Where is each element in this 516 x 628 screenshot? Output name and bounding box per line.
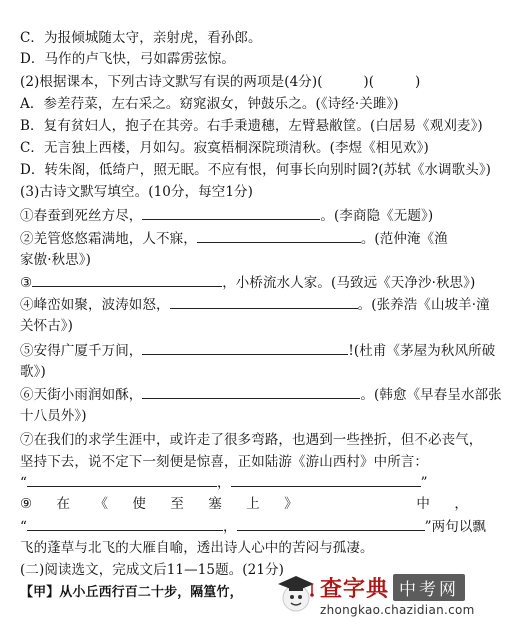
fill-item-5-blank[interactable] <box>142 340 348 355</box>
option-c-line: C．为报倾城随太守，亲射虎，看孙郎。 <box>20 30 262 46</box>
site-watermark <box>274 570 512 626</box>
option-d-line: D．马作的卢飞快，弓如霹雳弦惊。 <box>20 51 235 67</box>
fill-item-6 <box>20 384 506 406</box>
graduation-cap-logo-icon <box>274 572 318 616</box>
comma: ， <box>217 475 231 491</box>
fill-item-9-blank-1[interactable] <box>27 516 223 531</box>
fill-item-4-prompt: ④峰峦如聚，波涛如怒， <box>20 297 170 313</box>
open-quote: “ <box>20 475 28 491</box>
char: 塞 <box>208 496 222 512</box>
fill-item-2-blank[interactable] <box>197 228 361 243</box>
reading-first-line: 【甲】从小丘西行百二十步，隔篁竹， <box>20 585 243 600</box>
question-2-heading: (2)根据课本，下列古诗文默写有误的两项是(4分)( )( ) <box>20 74 421 90</box>
watermark-brand-name: 查字典 <box>320 576 390 602</box>
question-3-heading: (3)古诗文默写填空。(10分，每空1分) <box>20 184 254 200</box>
char: 在 <box>56 496 71 512</box>
close-quote: ” <box>420 475 428 491</box>
question-2-option-d: D．转朱阁，低绮户，照无眠。不应有恨，何事长向别时圆?(苏轼《水调歌头》) <box>20 162 492 178</box>
char: 中 <box>416 496 431 512</box>
reading-heading: (二)阅读选文，完成文后11—15题。(21分) <box>20 562 285 578</box>
fill-item-1 <box>20 205 506 227</box>
fill-item-4 <box>20 294 506 316</box>
fill-item-3-blank[interactable] <box>32 272 222 287</box>
fill-item-6-blank[interactable] <box>142 384 360 399</box>
fill-item-5-source-cont: 歌》) <box>20 364 46 380</box>
fill-item-6-source: 。(韩愈《早春呈水部张 <box>360 387 502 403</box>
fill-item-9-blanks <box>20 516 506 538</box>
open-quote: “ <box>20 519 28 535</box>
char: 使 <box>132 496 147 512</box>
comma: ， <box>223 519 237 535</box>
fill-item-1-blank[interactable] <box>142 205 320 220</box>
watermark-brand <box>320 574 465 600</box>
fill-item-2 <box>20 228 506 250</box>
watermark-brand-box: 中考网 <box>393 574 465 601</box>
fill-item-4-source: 。(张养浩《山坡羊·潼 <box>357 297 490 313</box>
fill-item-7-line-1: ⑦在我们的求学生涯中，或许走了很多弯路，也遇到一些挫折，但不必丧气， <box>20 432 483 448</box>
fill-item-9-tail: ”两句以飘 <box>424 519 487 535</box>
char: 至 <box>170 496 184 512</box>
char: ， <box>454 496 468 512</box>
fill-item-9-blank-2[interactable] <box>237 516 425 531</box>
fill-item-3-source: ，小桥流水人家。(马致远《天净沙·秋思》) <box>222 275 476 291</box>
fill-item-1-source: 。(李商隐《无题》) <box>320 208 434 224</box>
fill-item-2-prompt: ②羌管悠悠霜满地，人不寐， <box>20 231 197 247</box>
fill-item-4-blank[interactable] <box>170 294 358 309</box>
fill-item-2-source: 。(范仲淹《渔 <box>360 231 448 247</box>
watermark-url: zhongkao.chazidian.com <box>320 603 475 617</box>
question-2-option-a: A．参差荇菜，左右采之。窈窕淑女，钟鼓乐之。(《诗经·关雎》) <box>20 96 399 112</box>
fill-item-6-source-cont: 十八员外》) <box>20 408 87 424</box>
fill-item-9-line-1 <box>20 494 468 515</box>
fill-item-1-prompt: ①春蚕到死丝方尽， <box>20 208 143 224</box>
char: 《 <box>94 496 109 512</box>
fill-item-5-prompt: ⑤安得广厦千万间， <box>20 343 143 359</box>
char: 上 <box>246 496 260 512</box>
char: 》 <box>284 496 298 512</box>
question-2-option-c: C．无言独上西楼，月如勾。寂寞梧桐深院琐清秋。(李煜《相见欢》) <box>20 140 429 156</box>
fill-item-5 <box>20 340 506 362</box>
fill-item-7-line-2: 坚持下去，说不定下一刻便是惊喜，正如陆游《游山西村》中所言： <box>20 454 428 470</box>
char: ⑨ <box>20 496 33 512</box>
fill-item-5-source: !(杜甫《茅屋为秋风所破 <box>348 343 496 359</box>
fill-item-3-prompt: ③ <box>20 275 33 291</box>
question-2-option-b: B．复有贫妇人，抱子在其旁。右手秉遗穗，左臂悬敝筐。(白居易《观刈麦》) <box>20 118 483 134</box>
fill-item-3 <box>20 272 506 294</box>
fill-item-7-blank-2[interactable] <box>231 472 421 487</box>
fill-item-4-source-cont: 关怀古》) <box>20 318 74 334</box>
fill-item-9-line-3: 飞的蓬草与北飞的大雁自喻，透出诗人心中的苦闷与孤凄。 <box>20 540 374 556</box>
fill-item-7-blank-1[interactable] <box>27 472 217 487</box>
fill-item-2-source-cont: 家傲·秋思》) <box>20 252 92 268</box>
fill-item-6-prompt: ⑥天街小雨润如酥， <box>20 387 143 403</box>
fill-item-7-blanks <box>20 472 506 494</box>
